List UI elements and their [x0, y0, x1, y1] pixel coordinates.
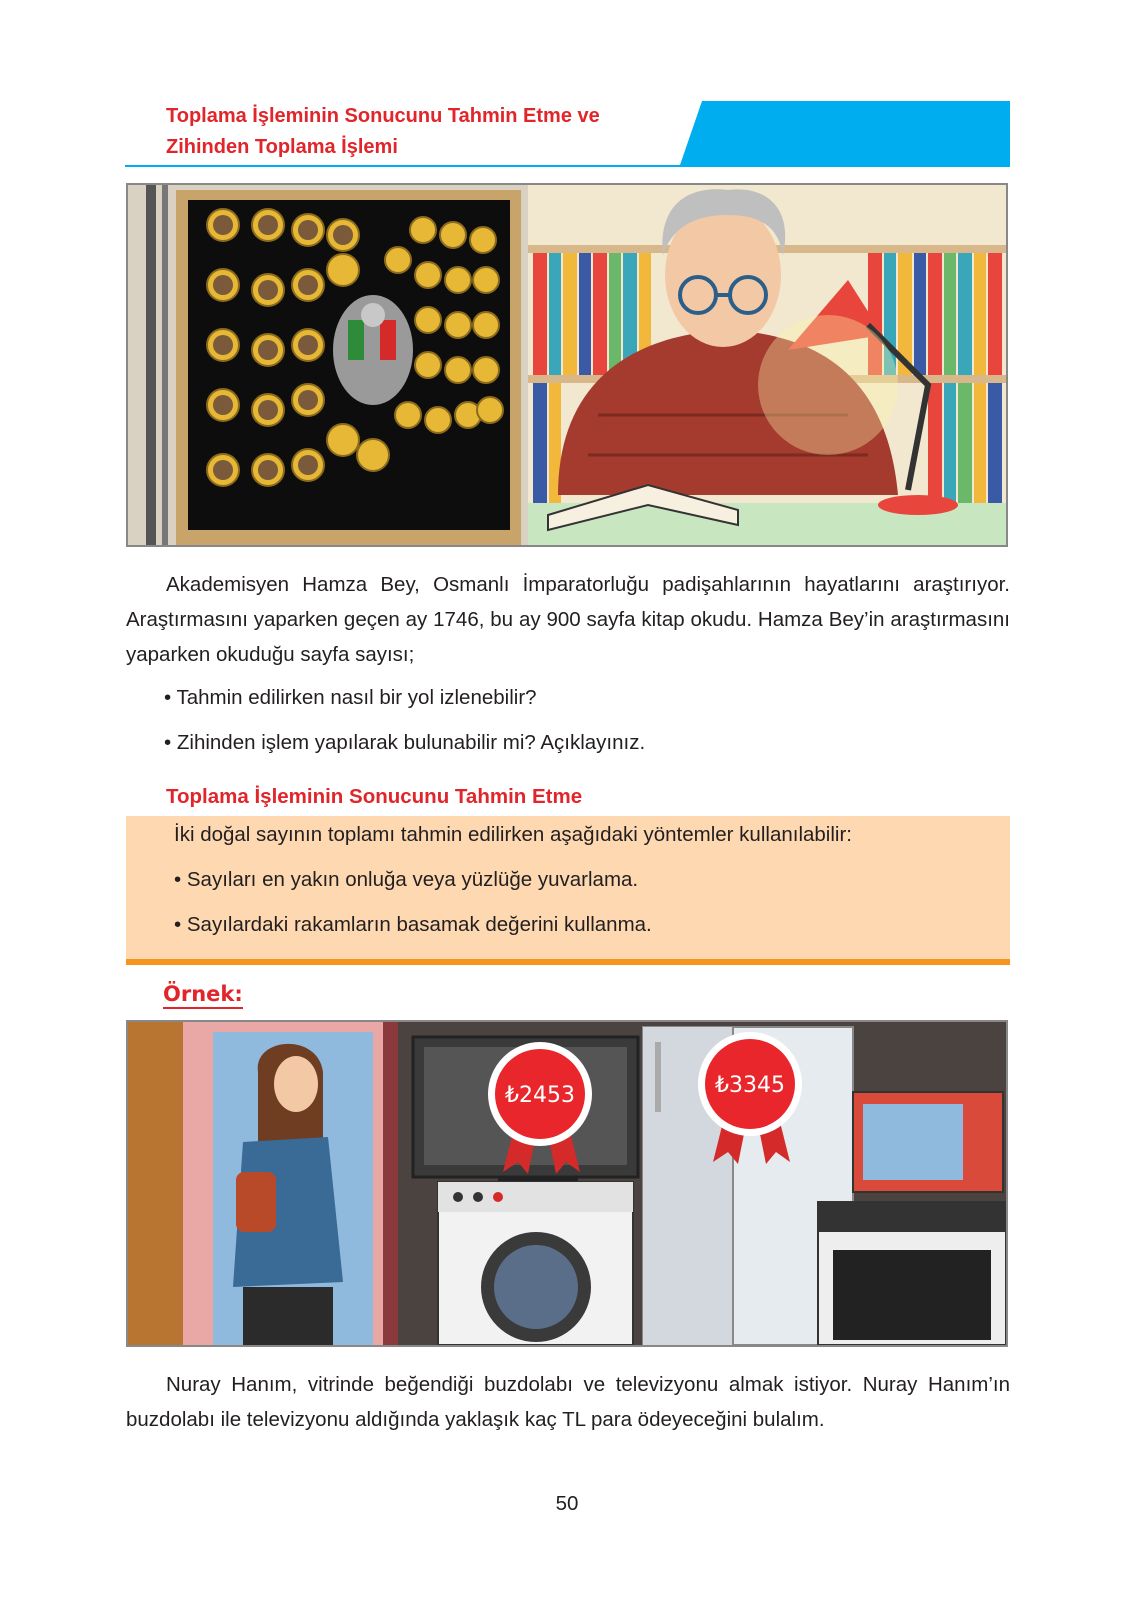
- academic-illustration: [126, 183, 1008, 547]
- question-item: • Zihinden işlem yapılarak bulunabilir mi? Açıklayınız.: [164, 731, 646, 754]
- example-paragraph: Nuray Hanım, vitrinde beğendiği buzdolabı ve televizyonu almak istiyor. Nuray Hanım’ın buzdolabı ile televizyonu aldığında yaklaşık kaç TL para ödeyeceğini bulalım.: [126, 1373, 1010, 1431]
- question-item: • Tahmin edilirken nasıl bir yol izlenebilir?: [164, 686, 537, 709]
- info-box-intro: İki doğal sayının toplamı tahmin edilirken aşağıdaki yöntemler kullanılabilir:: [174, 823, 852, 846]
- intro-paragraph: Akademisyen Hamza Bey, Osmanlı İmparatorluğu padişahlarının hayatlarını araştırıyor. Araştırmasını yaparken geçen ay 1746, bu ay 900 sayfa kitap okudu. Hamza Bey’in araştırmasını yaparken okuduğu sayfa sayısı;: [126, 573, 1010, 666]
- page-title: [166, 101, 706, 163]
- info-box-item: • Sayılardaki rakamların basamak değerini kullanma.: [174, 913, 652, 936]
- section-title: Toplama İşleminin Sonucunu Tahmin Etme: [166, 785, 583, 808]
- page-number: 50: [555, 1492, 579, 1515]
- header-accent-shape: [680, 101, 1010, 165]
- page-title-line1: Toplama İşleminin Sonucunu Tahmin Etme ve: [166, 105, 600, 127]
- info-box: [126, 816, 1010, 965]
- header-underline: [125, 165, 1010, 167]
- shop-window-illustration: [126, 1020, 1008, 1347]
- example-label: Örnek:: [163, 982, 243, 1009]
- info-box-item: • Sayıları en yakın onluğa veya yüzlüğe yuvarlama.: [174, 868, 639, 891]
- page-title-line2: Zihinden Toplama İşlemi: [166, 136, 398, 158]
- tv-price-text: ₺2453: [505, 1083, 575, 1108]
- fridge-price-text: ₺3345: [715, 1073, 785, 1098]
